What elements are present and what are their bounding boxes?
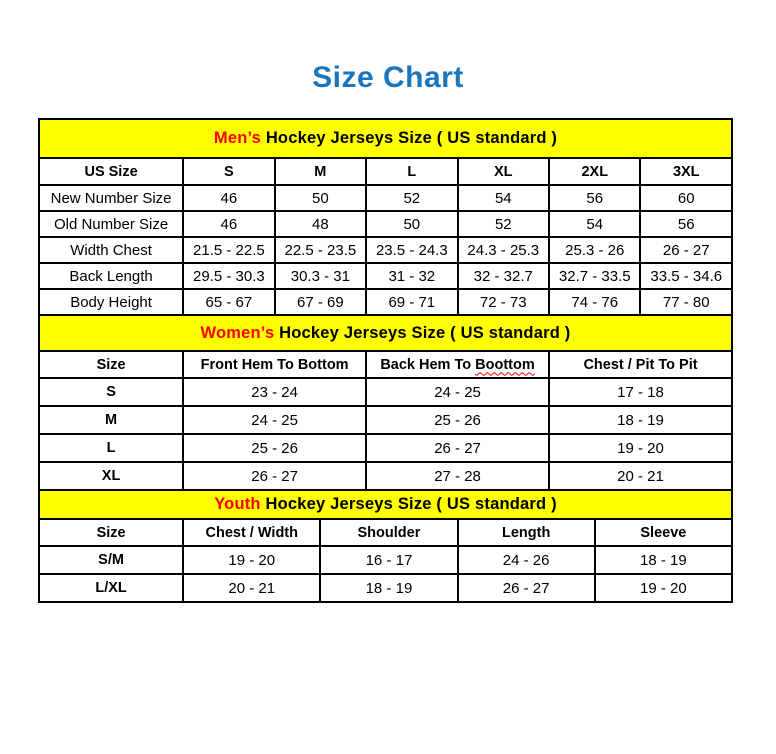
row-label: M	[39, 406, 183, 434]
size-value: 19 - 20	[549, 434, 732, 462]
column-header: US Size	[39, 158, 183, 185]
column-header: Chest / Width	[183, 519, 320, 546]
column-header: 2XL	[549, 158, 640, 185]
banner-rest-text: Hockey Jerseys Size ( US standard )	[274, 323, 571, 342]
size-value: 50	[275, 185, 366, 211]
table-row	[39, 546, 732, 574]
size-value: 56	[549, 185, 640, 211]
size-value: 19 - 20	[183, 546, 320, 574]
column-header: Front Hem To Bottom	[183, 351, 366, 378]
size-value: 26 - 27	[458, 574, 595, 602]
size-value: 26 - 27	[640, 237, 732, 263]
youth-banner	[39, 490, 732, 519]
banner-rest-text: Hockey Jerseys Size ( US standard )	[260, 495, 557, 513]
row-label: Old Number Size	[39, 211, 183, 237]
size-value: 74 - 76	[549, 289, 640, 315]
size-value: 25.3 - 26	[549, 237, 640, 263]
column-header: Size	[39, 519, 183, 546]
size-value: 20 - 21	[549, 462, 732, 490]
column-header: Shoulder	[320, 519, 457, 546]
mens-banner	[39, 119, 732, 158]
row-label: Back Length	[39, 263, 183, 289]
youth-size-table	[38, 489, 733, 603]
column-header: Sleeve	[595, 519, 732, 546]
column-header: 3XL	[640, 158, 732, 185]
size-value: 24 - 26	[458, 546, 595, 574]
size-value: 31 - 32	[366, 263, 457, 289]
size-tables	[38, 118, 733, 603]
table-row	[39, 211, 732, 237]
youth-banner-row	[39, 490, 732, 519]
womens-size-table	[38, 314, 733, 491]
column-header-text: Back Hem To	[380, 356, 476, 373]
size-value: 46	[183, 211, 274, 237]
table-row	[39, 237, 732, 263]
table-row	[39, 462, 732, 490]
size-value: 50	[366, 211, 457, 237]
mens-header-row	[39, 158, 732, 185]
row-label: S	[39, 378, 183, 406]
size-value: 16 - 17	[320, 546, 457, 574]
column-header: XL	[458, 158, 549, 185]
table-row	[39, 263, 732, 289]
size-value: 69 - 71	[366, 289, 457, 315]
column-header: L	[366, 158, 457, 185]
size-value: 60	[640, 185, 732, 211]
size-value: 32 - 32.7	[458, 263, 549, 289]
size-value: 77 - 80	[640, 289, 732, 315]
size-value: 23 - 24	[183, 378, 366, 406]
size-value: 56	[640, 211, 732, 237]
column-header: Chest / Pit To Pit	[549, 351, 732, 378]
column-header: M	[275, 158, 366, 185]
banner-rest-text: Hockey Jerseys Size ( US standard )	[261, 129, 558, 147]
womens-header-row	[39, 351, 732, 378]
column-header	[366, 351, 549, 378]
size-value: 18 - 19	[595, 546, 732, 574]
row-label: Width Chest	[39, 237, 183, 263]
banner-highlight-text: Men’s	[213, 129, 262, 147]
row-label: L/XL	[39, 574, 183, 602]
size-value: 54	[549, 211, 640, 237]
row-label: XL	[39, 462, 183, 490]
size-value: 26 - 27	[366, 434, 549, 462]
size-value: 52	[458, 211, 549, 237]
size-value: 29.5 - 30.3	[183, 263, 274, 289]
size-value: 24 - 25	[366, 378, 549, 406]
size-value: 25 - 26	[366, 406, 549, 434]
size-value: 32.7 - 33.5	[549, 263, 640, 289]
column-header: S	[183, 158, 274, 185]
size-value: 19 - 20	[595, 574, 732, 602]
size-value: 24 - 25	[183, 406, 366, 434]
table-row	[39, 289, 732, 315]
size-value: 30.3 - 31	[275, 263, 366, 289]
size-value: 27 - 28	[366, 462, 549, 490]
table-row	[39, 434, 732, 462]
size-value: 17 - 18	[549, 378, 732, 406]
mens-size-table	[38, 118, 733, 316]
size-value: 54	[458, 185, 549, 211]
size-value: 67 - 69	[275, 289, 366, 315]
size-value: 25 - 26	[183, 434, 366, 462]
table-row	[39, 185, 732, 211]
page-title: Size Chart	[312, 61, 464, 94]
size-value: 21.5 - 22.5	[183, 237, 274, 263]
size-value: 18 - 19	[320, 574, 457, 602]
youth-header-row	[39, 519, 732, 546]
table-row	[39, 406, 732, 434]
size-value: 65 - 67	[183, 289, 274, 315]
misspelled-word: Boottom	[475, 356, 535, 373]
table-row	[39, 378, 732, 406]
column-header: Size	[39, 351, 183, 378]
size-value: 26 - 27	[183, 462, 366, 490]
row-label: S/M	[39, 546, 183, 574]
womens-banner-row	[39, 315, 732, 351]
row-label: Body Height	[39, 289, 183, 315]
size-value: 24.3 - 25.3	[458, 237, 549, 263]
size-value: 22.5 - 23.5	[275, 237, 366, 263]
banner-highlight-text: Women’s	[200, 323, 275, 342]
mens-banner-row	[39, 119, 732, 158]
size-value: 48	[275, 211, 366, 237]
womens-banner	[39, 315, 732, 351]
size-value: 72 - 73	[458, 289, 549, 315]
banner-highlight-text: Youth	[214, 495, 261, 513]
row-label: L	[39, 434, 183, 462]
size-value: 23.5 - 24.3	[366, 237, 457, 263]
table-row	[39, 574, 732, 602]
size-value: 20 - 21	[183, 574, 320, 602]
size-value: 52	[366, 185, 457, 211]
row-label: New Number Size	[39, 185, 183, 211]
size-value: 46	[183, 185, 274, 211]
size-value: 33.5 - 34.6	[640, 263, 732, 289]
size-chart-page	[0, 62, 776, 603]
column-header: Length	[458, 519, 595, 546]
size-value: 18 - 19	[549, 406, 732, 434]
